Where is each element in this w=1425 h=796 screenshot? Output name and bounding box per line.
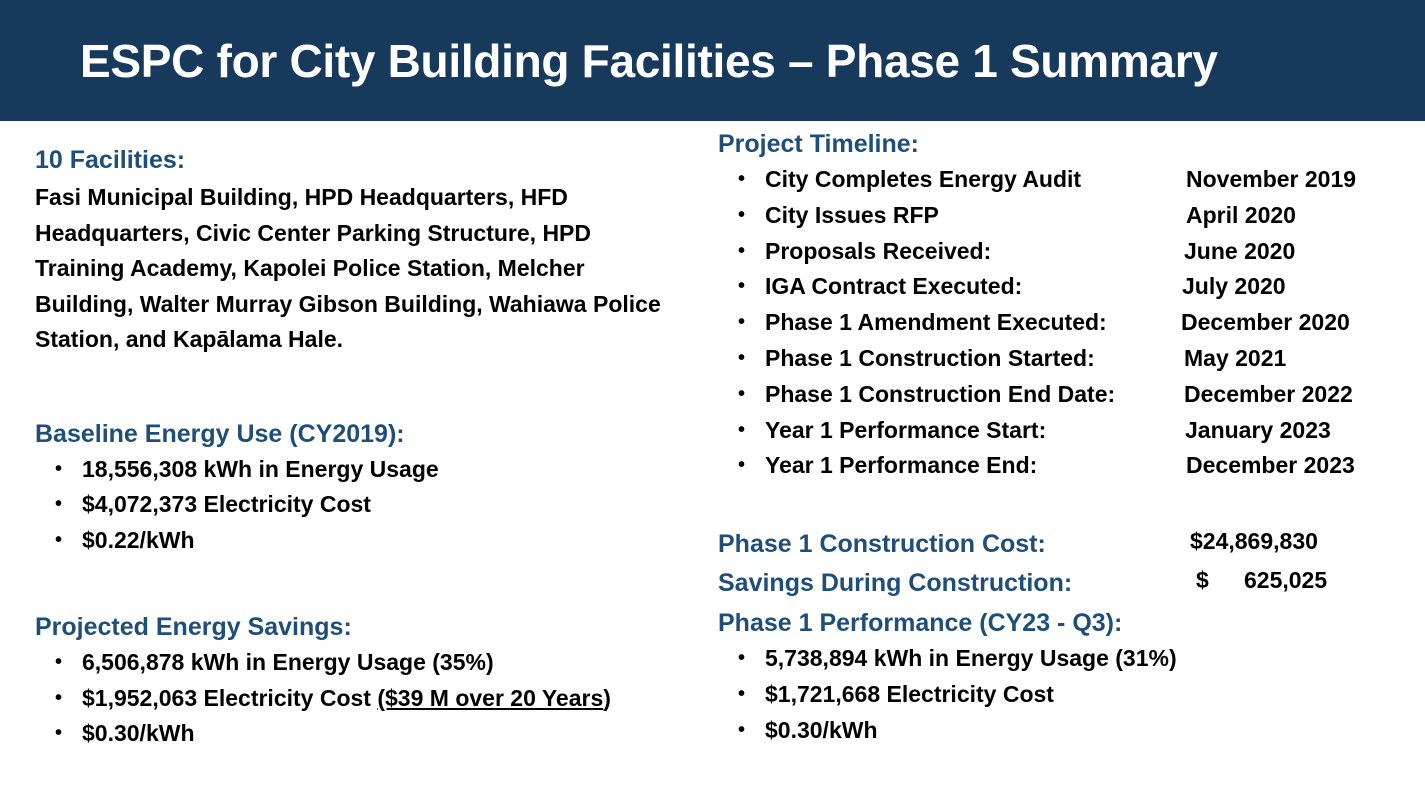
bullet-icon: • [55,722,63,745]
bullet-icon: • [738,718,746,741]
bullet-icon: • [55,650,63,673]
list-item: • 5,738,894 kWh in Energy Usage (31%) [718,641,1418,677]
savings-label: Savings During Construction: [718,569,1073,598]
facilities-list: Fasi Municipal Building, HPD Headquarters, HFD Headquarters, Civic Center Parking Structure, HPD Training Academy, Kapolei Police Station, Melcher Building, Walter Murray Gibson Building, Wahiawa Police Station, and Kapālama Hale. [35,184,661,352]
timeline-list [718,162,1418,484]
bullet-icon: • [738,203,746,226]
timeline-date: December 2022 [1184,380,1353,407]
list-item: • $1,721,668 Electricity Cost [718,677,1418,713]
timeline-date: November 2019 [1186,166,1357,192]
list-item: • $0.30/kWh [35,716,685,752]
timeline-date: June 2020 [1184,237,1296,264]
timeline-item: • Proposals Received: June 2020 [718,234,1418,270]
timeline-date: April 2020 [1186,201,1296,228]
savings-value: 625,025 [1244,567,1328,594]
bullet-icon: • [738,418,746,441]
bullet-icon: • [738,168,746,190]
bullet-icon: • [55,686,63,709]
timeline-item: • Year 1 Performance Start: January 2023 [718,413,1418,449]
bullet-icon: • [738,682,746,705]
projected-heading: Projected Energy Savings: [35,612,352,641]
performance-heading: Phase 1 Performance (CY23 - Q3): [718,609,1123,638]
bullet-icon: • [55,529,63,552]
savings-row [718,565,1418,604]
list-item: • 18,556,308 kWh in Energy Usage [35,452,685,488]
list-item: • $0.30/kWh [718,713,1418,749]
right-column [718,126,1418,749]
projected-list [35,645,685,752]
timeline-date: July 2020 [1182,273,1286,300]
bullet-icon: • [738,382,746,405]
lifetime-savings-note: ($39 M over 20 Years [377,684,604,711]
baseline-list [35,452,685,559]
savings-currency: $ [1196,567,1209,594]
bullet-icon: • [738,346,746,369]
bullet-icon: • [738,239,746,262]
construction-cost-label: Phase 1 Construction Cost: [718,530,1046,559]
list-item: • 6,506,878 kWh in Energy Usage (35%) [35,645,685,681]
list-item: • $4,072,373 Electricity Cost [35,487,685,523]
bullet-icon: • [738,275,746,298]
timeline-item: • City Completes Energy Audit November 2019 [718,162,1418,198]
construction-cost-value: $24,869,830 [1190,528,1318,555]
timeline-item: • Phase 1 Construction End Date: December 2022 [718,377,1418,413]
baseline-heading: Baseline Energy Use (CY2019): [35,419,405,448]
facilities-heading: 10 Facilities: [35,146,186,174]
timeline-item: • Phase 1 Amendment Executed: December 2020 [718,305,1418,341]
left-column [35,142,685,752]
list-item: • $1,952,063 Electricity Cost ($39 M over 20 Years) [35,681,685,717]
bullet-icon: • [55,493,63,516]
list-item: • $0.22/kWh [35,523,685,559]
slide-title: ESPC for City Building Facilities – Phase 1 Summary [80,35,1218,87]
bullet-icon: • [738,647,746,670]
bullet-icon: • [55,457,63,480]
timeline-item: • IGA Contract Executed: July 2020 [718,269,1418,305]
timeline-heading: Project Timeline: [718,130,919,158]
timeline-item: • Phase 1 Construction Started: May 2021 [718,341,1418,377]
construction-cost-row [718,526,1418,565]
timeline-date: January 2023 [1185,416,1331,443]
timeline-item: • Year 1 Performance End: December 2023 [718,448,1418,484]
performance-list [718,641,1418,748]
title-bar [0,0,1425,121]
timeline-item: • City Issues RFP April 2020 [718,198,1418,234]
timeline-date: December 2020 [1181,309,1350,336]
timeline-date: December 2023 [1186,452,1355,479]
bullet-icon: • [738,454,746,477]
timeline-date: May 2021 [1184,344,1287,371]
bullet-icon: • [738,311,746,334]
